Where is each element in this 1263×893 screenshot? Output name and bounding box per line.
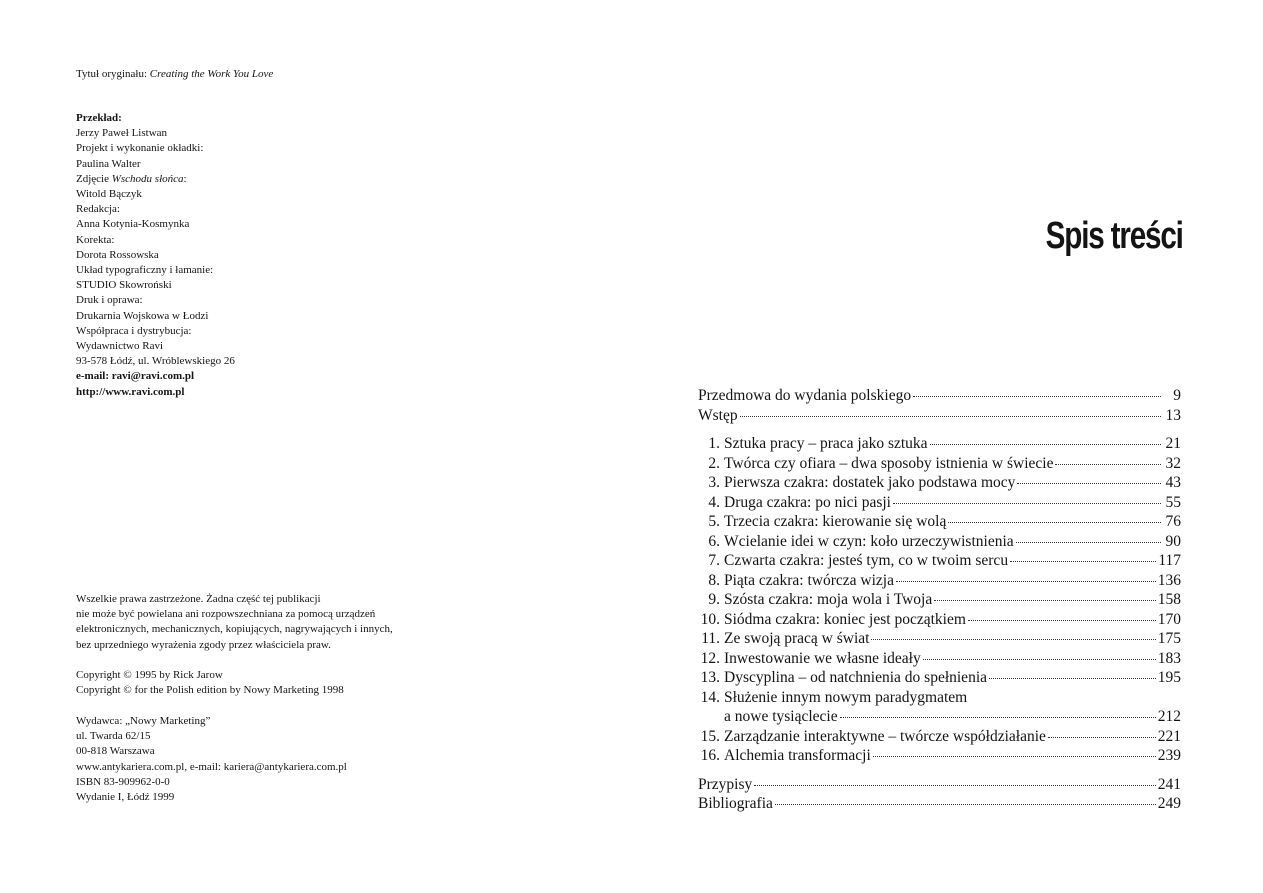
publisher-line: ul. Twarda 62/15 <box>76 730 151 743</box>
credit-line <box>76 278 235 293</box>
page-title: Spis treści <box>1045 215 1183 257</box>
copyright-line: Copyright © 1995 by Rick Jarow <box>76 669 223 681</box>
toc-page-number: 175 <box>1157 630 1181 647</box>
credit-italic: Wschodu słońca <box>111 172 184 185</box>
credit-text: Przekład: <box>76 112 122 124</box>
toc-leader <box>893 503 1161 504</box>
toc-entry <box>698 649 1181 669</box>
credit-line <box>76 354 235 369</box>
toc-page-number: 249 <box>1157 795 1181 812</box>
original-title: Creating the Work You Love <box>149 68 274 80</box>
toc-title: Siódma czakra: koniec jest początkiem <box>724 610 966 628</box>
toc-leader <box>968 620 1156 621</box>
toc-leader <box>871 639 1155 640</box>
toc-page-number: 55 <box>1165 493 1181 511</box>
toc-entry <box>698 727 1181 747</box>
toc-entry <box>698 532 1181 552</box>
copyright-block <box>76 668 344 698</box>
credit-line <box>76 172 235 187</box>
credit-line <box>76 324 235 339</box>
toc-number: 6. <box>708 532 720 550</box>
toc-page-number: 136 <box>1157 571 1181 589</box>
toc-number: 12. <box>700 649 720 667</box>
credit-line <box>76 141 235 156</box>
toc-title: Dyscyplina – od natchnienia do spełnienia <box>724 669 988 686</box>
toc-title: Wcielanie idei w czyn: koło urzeczywistnienia <box>724 532 1014 550</box>
toc-title-continuation: a nowe tysiąclecie <box>724 708 838 725</box>
toc-entry <box>698 629 1181 649</box>
credit-line <box>76 309 235 324</box>
credit-text: Dorota Rossowska <box>76 248 159 261</box>
toc-number: 2. <box>708 454 720 472</box>
publisher-block <box>76 714 347 805</box>
credit-line <box>76 111 235 126</box>
toc-page-number: 241 <box>1157 775 1181 793</box>
toc-title: Inwestowanie we własne ideały <box>724 649 921 667</box>
toc-leader <box>923 659 1156 660</box>
toc-leader <box>754 785 1156 786</box>
publisher-line: Wydawca: „Nowy Marketing” <box>76 715 211 727</box>
toc-entry <box>698 551 1181 571</box>
toc-number: 3. <box>708 474 720 491</box>
copyright-line: Copyright © for the Polish edition by Nowy Marketing 1998 <box>76 684 344 697</box>
toc-title: Sztuka pracy – praca jako sztuka <box>724 435 928 452</box>
rights-notice <box>76 592 393 653</box>
toc-entry <box>698 434 1181 454</box>
toc-entry <box>698 406 1181 426</box>
toc-title: Wstęp <box>698 406 738 424</box>
toc-entry <box>698 794 1181 814</box>
credit-text: Wydawnictwo Ravi <box>76 340 164 353</box>
toc-leader <box>1016 542 1161 543</box>
toc-page-number: 9 <box>1173 387 1181 404</box>
rights-line: bez uprzedniego wyrażenia zgody przez właściciela praw. <box>76 638 331 651</box>
credit-line <box>76 293 235 308</box>
rights-line: nie może być powielana ani rozpowszechniana za pomocą urządzeń <box>76 608 376 621</box>
toc-title: Czwarta czakra: jesteś tym, co w twoim sercu <box>724 552 1009 569</box>
credit-text: Współpraca i dystrybucja: <box>76 324 192 337</box>
toc-entry <box>698 746 1181 766</box>
original-title-label: Tytuł oryginału: <box>76 68 150 80</box>
toc-entry <box>698 473 1181 493</box>
toc-leader <box>913 396 1161 397</box>
toc-number: 1. <box>708 435 720 452</box>
toc-entry <box>698 688 1181 708</box>
toc-page-number: 76 <box>1165 513 1181 530</box>
toc-page-number: 90 <box>1165 532 1181 550</box>
toc-entry-continuation <box>698 707 1181 727</box>
toc-title: Służenie innym nowym paradygmatem <box>724 688 968 706</box>
toc-entry <box>698 512 1181 532</box>
toc-leader <box>873 756 1156 757</box>
credits-block <box>76 111 235 400</box>
credit-line <box>76 217 235 232</box>
toc-page-number: 170 <box>1157 610 1181 628</box>
toc-title: Ze swoją pracą w świat <box>724 630 870 647</box>
credit-text: Projekt i wykonanie okładki: <box>76 142 204 155</box>
credit-text: Zdjęcie <box>76 172 112 185</box>
credit-line <box>76 339 235 354</box>
toc-title: Piąta czakra: twórcza wizja <box>724 571 894 589</box>
credit-line <box>76 202 235 217</box>
toc-entry <box>698 493 1181 513</box>
credit-text: Redakcja: <box>76 203 120 216</box>
credit-line <box>76 248 235 263</box>
toc-entry <box>698 610 1181 630</box>
toc-title: Przypisy <box>698 775 753 793</box>
toc-number: 10. <box>700 610 720 628</box>
toc-page-number: 195 <box>1157 669 1181 686</box>
toc-leader <box>1017 483 1161 484</box>
credit-suffix: : <box>183 172 187 185</box>
toc-page-number: 13 <box>1165 406 1181 424</box>
toc-leader <box>740 416 1161 417</box>
toc-number: 4. <box>708 493 720 511</box>
right-page <box>630 0 1263 893</box>
toc-page-number: 221 <box>1157 727 1181 745</box>
toc-title: Przedmowa do wydania polskiego <box>698 387 912 404</box>
toc-leader <box>1048 737 1156 738</box>
publisher-line: www.antykariera.com.pl, e-mail: kariera@antykariera.com.pl <box>76 760 347 773</box>
toc-leader <box>896 581 1156 582</box>
toc-number: 8. <box>708 571 720 589</box>
toc-title: Pierwsza czakra: dostatek jako podstawa mocy <box>724 474 1016 491</box>
credit-text: e-mail: ravi@ravi.com.pl <box>76 370 195 383</box>
toc-page-number: 43 <box>1165 474 1181 491</box>
publisher-line: Wydanie I, Łódź 1999 <box>76 791 175 804</box>
toc-leader <box>840 717 1156 718</box>
toc-number: 15. <box>700 727 720 745</box>
credit-text: Witold Bączyk <box>76 188 142 201</box>
toc-leader <box>775 804 1156 805</box>
toc-entry <box>698 590 1181 610</box>
toc-number: 11. <box>701 630 720 647</box>
toc-page-number: 117 <box>1158 552 1181 569</box>
toc-entry <box>698 571 1181 591</box>
toc-page-number: 183 <box>1157 649 1181 667</box>
toc-leader <box>934 600 1156 601</box>
credit-text: Drukarnia Wojskowa w Łodzi <box>76 309 209 322</box>
left-page <box>0 0 620 893</box>
toc-number: 7. <box>708 552 720 569</box>
credit-text: Korekta: <box>76 233 115 246</box>
toc-number: 14. <box>700 688 720 706</box>
toc-title: Szósta czakra: moja wola i Twoja <box>724 591 933 608</box>
credit-line <box>76 187 235 202</box>
credit-text: Jerzy Paweł Listwan <box>76 127 168 140</box>
original-title-line <box>76 67 273 82</box>
credit-text: 93-578 Łódź, ul. Wróblewskiego 26 <box>76 355 235 368</box>
table-of-contents <box>698 386 1181 814</box>
toc-number: 13. <box>700 669 720 686</box>
credit-line <box>76 233 235 248</box>
publisher-line: 00-818 Warszawa <box>76 745 155 758</box>
toc-leader <box>930 444 1161 445</box>
toc-title: Twórca czy ofiara – dwa sposoby istnienia w świecie <box>724 454 1054 472</box>
credit-text: STUDIO Skowroński <box>76 279 172 292</box>
toc-leader <box>1010 561 1156 562</box>
toc-title: Trzecia czakra: kierowanie się wolą <box>724 513 947 530</box>
credit-text: http://www.ravi.com.pl <box>76 385 185 398</box>
toc-title: Zarządzanie interaktywne – twórcze współdziałanie <box>724 727 1046 745</box>
toc-page-number: 212 <box>1157 708 1181 725</box>
toc-entry <box>698 386 1181 406</box>
toc-number: 16. <box>700 747 720 764</box>
credit-line <box>76 126 235 141</box>
credit-text: Paulina Walter <box>76 157 141 170</box>
toc-entry <box>698 454 1181 474</box>
toc-title: Druga czakra: po nici pasji <box>724 493 891 511</box>
toc-leader <box>989 678 1156 679</box>
credit-text: Anna Kotynia-Kosmynka <box>76 218 190 231</box>
publisher-line: ISBN 83-909962-0-0 <box>76 775 170 788</box>
toc-page-number: 21 <box>1165 435 1181 452</box>
credit-text: Układ typograficzny i łamanie: <box>76 264 214 277</box>
toc-page-number: 32 <box>1165 454 1181 472</box>
credit-line <box>76 385 235 400</box>
toc-title: Alchemia transformacji <box>724 747 871 764</box>
credit-text: Druk i oprawa: <box>76 294 143 307</box>
toc-page-number: 158 <box>1157 591 1181 608</box>
toc-leader <box>948 522 1161 523</box>
toc-title: Bibliografia <box>698 795 773 812</box>
toc-entry <box>698 775 1181 795</box>
toc-leader <box>1055 464 1161 465</box>
rights-line: Wszelkie prawa zastrzeżone. Żadna część tej publikacji <box>76 593 321 605</box>
toc-number: 9. <box>708 591 720 608</box>
rights-line: elektronicznych, mechanicznych, kopiujących, nagrywających i innych, <box>76 623 393 636</box>
toc-number: 5. <box>708 513 720 530</box>
toc-entry <box>698 668 1181 688</box>
credit-line <box>76 157 235 172</box>
credit-line <box>76 369 235 384</box>
toc-page-number: 239 <box>1157 747 1181 764</box>
credit-line <box>76 263 235 278</box>
